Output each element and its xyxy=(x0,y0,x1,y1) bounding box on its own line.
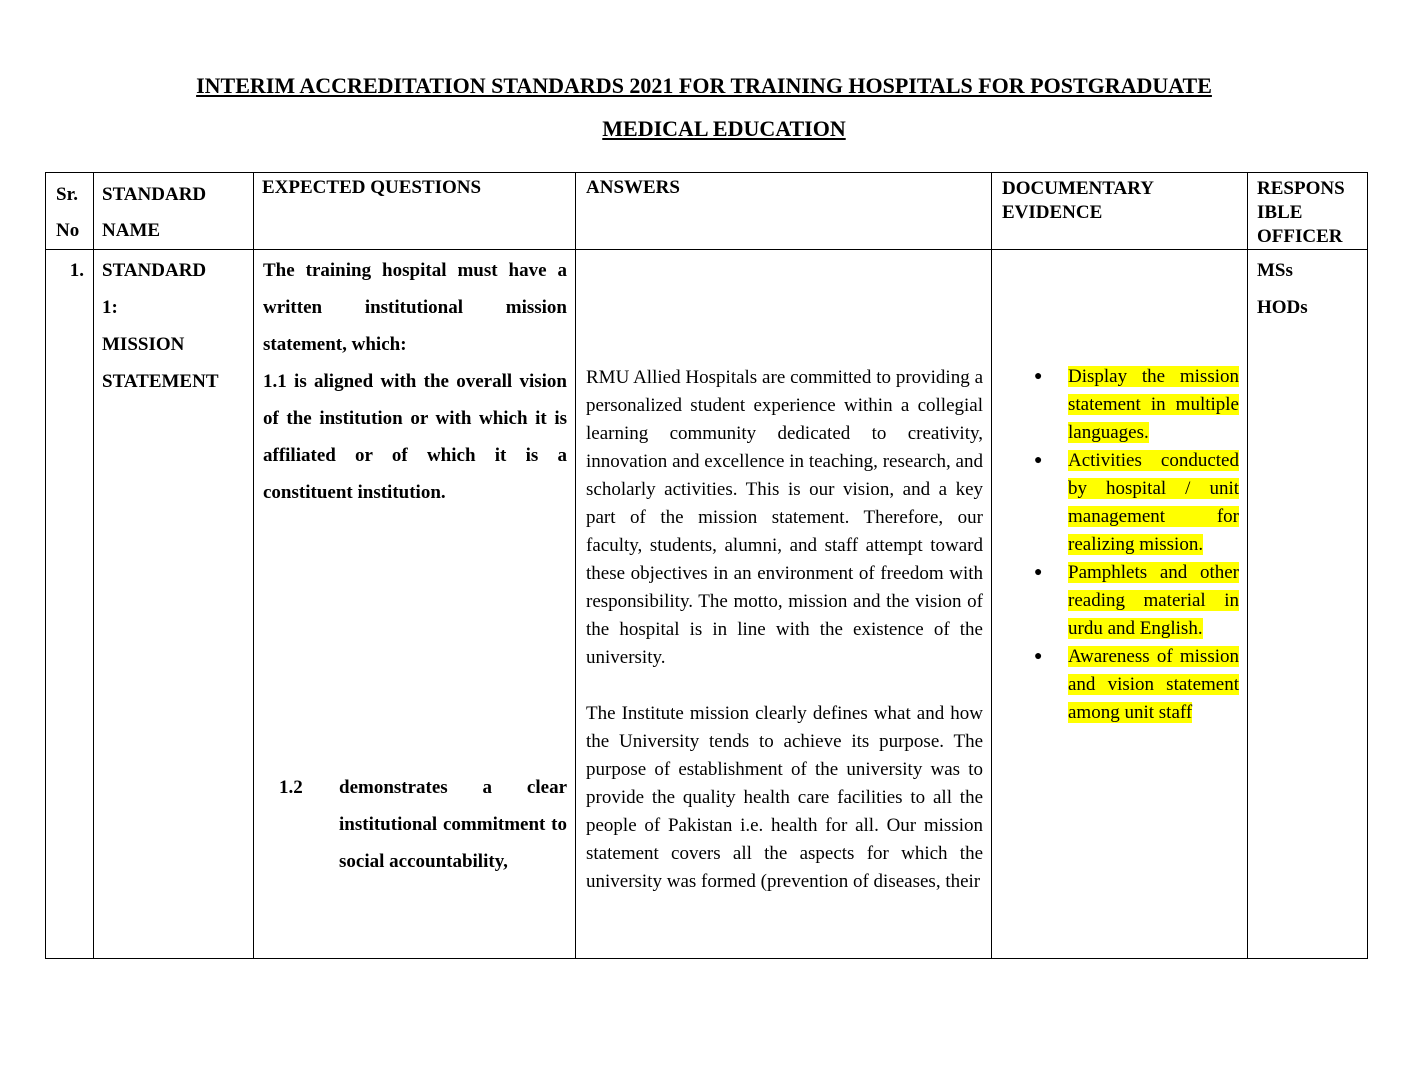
question-intro: The training hospital must have a written institutional mission statement, which: xyxy=(263,260,567,355)
row-standard-name xyxy=(94,250,254,959)
bullet-icon: ● xyxy=(1034,453,1043,468)
row-documentary-evidence xyxy=(992,250,1248,959)
evidence-item-text: Awareness of mission and vision statement among unit staff xyxy=(1068,646,1239,723)
header-documentary-line: DOCUMENTARY xyxy=(1002,178,1155,199)
header-documentary-evidence xyxy=(992,173,1248,250)
standard-line-1: STANDARD xyxy=(102,260,207,281)
header-answers: ANSWERS xyxy=(576,173,992,250)
answer-paragraph-2: The Institute mission clearly defines what and how the University tends to achieve its purpose. The purpose of establishment of the university was to provide the quality health care facilities to all the people of Pakistan i.e. health for all. Our mission statement covers all the aspects for which the university was formed (prevention of diseases, their xyxy=(586,703,983,892)
row-answers xyxy=(576,250,992,959)
header-respons-line: RESPONS xyxy=(1257,178,1345,199)
standard-line-2: 1: xyxy=(102,297,118,318)
header-officer-line: OFFICER xyxy=(1257,226,1343,247)
list-item xyxy=(1034,643,1239,727)
standards-table xyxy=(45,172,1368,959)
table-header-row xyxy=(46,173,1368,250)
header-evidence-line: EVIDENCE xyxy=(1002,202,1103,223)
header-no-line: No xyxy=(56,220,80,241)
list-item xyxy=(1034,559,1239,643)
header-sr-line: Sr. xyxy=(56,184,79,205)
officer-msss: MSs xyxy=(1257,260,1293,281)
header-expected-questions: EXPECTED QUESTIONS xyxy=(254,173,576,250)
question-1-2 xyxy=(263,769,567,880)
row-responsible-officer xyxy=(1248,250,1368,959)
header-standard-name xyxy=(94,173,254,250)
standard-line-4: STATEMENT xyxy=(102,371,219,392)
evidence-list xyxy=(1002,363,1239,727)
evidence-item-text: Display the mission statement in multiple languages. xyxy=(1068,366,1239,443)
header-ible-line: IBLE xyxy=(1257,202,1303,223)
header-responsible-officer xyxy=(1248,173,1368,250)
document-title-line-1: INTERIM ACCREDITATION STANDARDS 2021 FOR TRAINING HOSPITALS FOR POSTGRADUATE xyxy=(196,73,1212,98)
header-standard-line: STANDARD xyxy=(102,184,207,205)
question-1-2-text: demonstrates a clear institutional commitment to social accountability, xyxy=(339,777,567,872)
bullet-icon: ● xyxy=(1034,565,1043,580)
answer-paragraph-1: RMU Allied Hospitals are committed to providing a personalized student experience within a collegial learning community dedicated to creativity, innovation and excellence in teaching, research, and scholarly activities. This is our vision, and a key part of the mission statement. Therefore, our faculty, students, alumni, and staff attempt toward these objectives in an environment of freedom with responsibility. The motto, mission and the vision of the hospital is in line with the existence of the university. xyxy=(586,367,983,668)
row-sr-number: 1. xyxy=(46,250,94,959)
evidence-item-text: Pamphlets and other reading material in urdu and English. xyxy=(1068,562,1239,639)
evidence-item-text: Activities conducted by hospital / unit management for realizing mission. xyxy=(1068,450,1239,555)
header-sr-no xyxy=(46,173,94,250)
standard-line-3: MISSION xyxy=(102,334,185,355)
question-1-1: 1.1 is aligned with the overall vision of the institution or with which it is affiliated or of which it is a constituent institution. xyxy=(263,371,567,503)
list-item xyxy=(1034,363,1239,447)
document-title-line-2: MEDICAL EDUCATION xyxy=(602,116,846,141)
bullet-icon: ● xyxy=(1034,369,1043,384)
officer-hods: HODs xyxy=(1257,297,1308,318)
list-item xyxy=(1034,447,1239,559)
table-row xyxy=(46,250,1368,959)
bullet-icon: ● xyxy=(1034,649,1043,664)
question-1-2-number: 1.2 xyxy=(279,777,303,798)
row-expected-questions xyxy=(254,250,576,959)
header-name-line: NAME xyxy=(102,220,161,241)
